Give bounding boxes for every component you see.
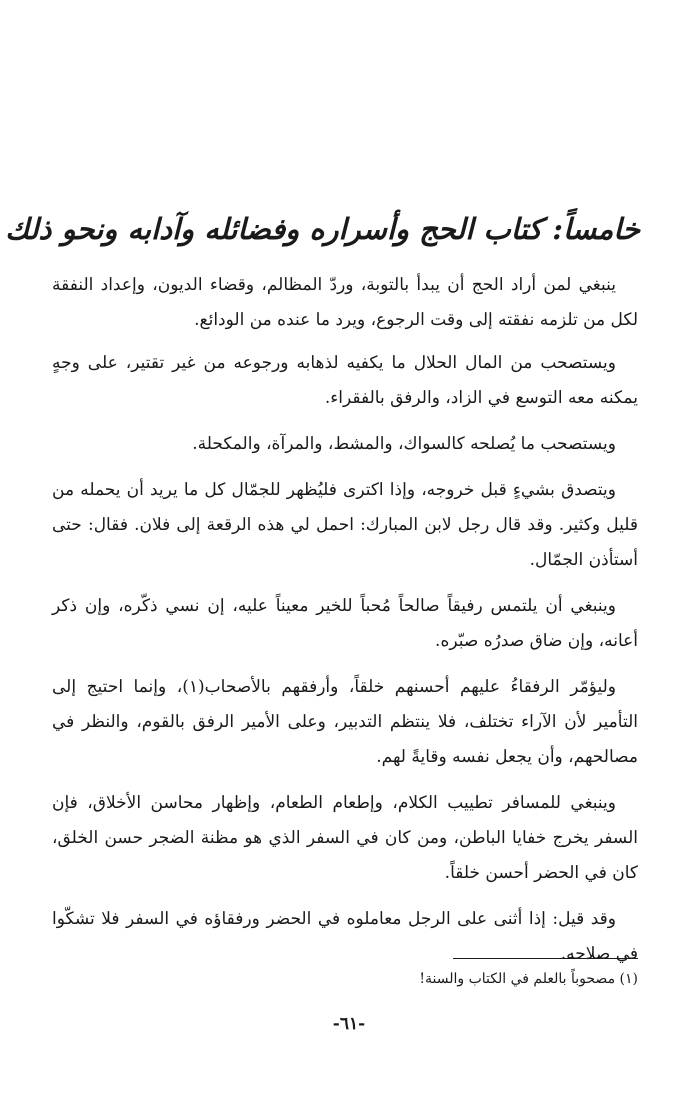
footnote-divider [453, 958, 638, 959]
paragraph-leader: وليؤمّر الرفقاءُ عليهم أحسنهم خلقاً، وأرفقهم بالأصحاب(١)، وإنما احتيج إلى التأمير لأن الآراء تختلف، فلا ينتظم التدبير، وعلى الأمير الرفق بالقوم، والنظر في مصالحهم، وأن يجعل نفسه وقايةً لهم. [52, 677, 638, 767]
paragraph-manners: وينبغي للمسافر تطييب الكلام، وإطعام الطعام، وإظهار محاسن الأخلاق، فإن السفر يخرج خفايا الباطن، ومن كان في السفر الذي هو مظنة الضجر حسن الخلق، كان في الحضر أحسن خلقاً. [52, 793, 638, 883]
footnote: (١) مصحوباً بالعلم في الكتاب والسنة! [419, 971, 638, 987]
chapter-heading: خامساً: كتاب الحج وأسراره وفضائله وآدابه ونحو ذلك [5, 212, 640, 246]
paragraph-companion: وينبغي أن يلتمس رفيقاً صالحاً مُحباً للخير معيناً عليه، إن نسي ذكّره، وإن ذكر أعانه، وإن ضاق صدرُه صبّره. [52, 596, 638, 651]
paragraph-repentance: ينبغي لمن أراد الحج أن يبدأ بالتوبة، وردّ المظالم، وقضاء الديون، وإعداد النفقة لكل من تلزمه نفقته إلى وقت الرجوع، ويرد ما عنده من الودائع. [52, 275, 638, 330]
body-text [52, 268, 638, 983]
paragraph-utensils: ويستصحب ما يُصلحه كالسواك، والمشط، والمرآة، والمكحلة. [192, 434, 616, 454]
paragraph-praise: وقد قيل: إذا أثنى على الرجل معاملوه في الحضر ورفقاؤه في السفر فلا تشكّوا في صلاحه. [52, 909, 638, 964]
paragraph-charity: ويتصدق بشيءٍ قبل خروجه، وإذا اكترى فليُظهر للجمّال كل ما يريد أن يحمله من قليل وكثير. وقد قال رجل لابن المبارك: احمل لي هذه الرقعة إلى فلان. فقال: حتى أستأذن الجمّال. [52, 480, 638, 570]
paragraph-provisions: ويستصحب من المال الحلال ما يكفيه لذهابه ورجوعه من غير تقتير، على وجهٍ يمكنه معه التوسع في الزاد، والرفق بالفقراء. [52, 353, 638, 408]
page-number: -٦١- [332, 1014, 366, 1034]
